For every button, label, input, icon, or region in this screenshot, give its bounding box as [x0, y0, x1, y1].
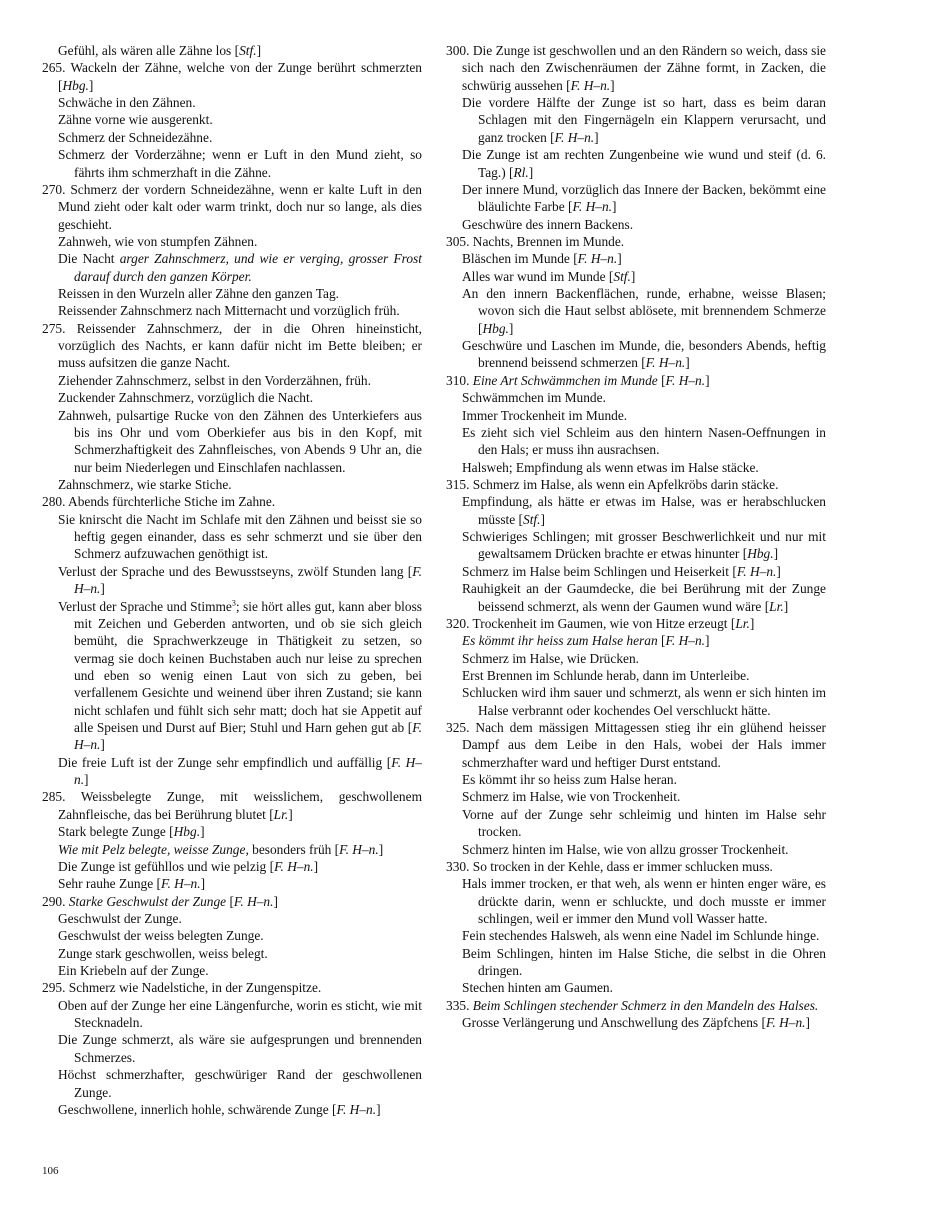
- symptom-entry: Zunge stark geschwollen, weiss belegt.: [58, 945, 268, 961]
- symptom-entry: Immer Trockenheit im Munde.: [462, 407, 628, 423]
- symptom-entry: Stechen hinten am Gaumen.: [462, 980, 613, 996]
- symptom-entry: Geschwulst der Zunge.: [58, 910, 182, 926]
- numbered-symptom-entry: 270. Schmerz der vordern Schneidezähne, wenn er kalte Luft in den Mund zieht oder kalt oder warm trinkt, doch nur so lange, als dies geschieht.: [42, 181, 422, 232]
- symptom-entry: Schmerz der Vorderzähne; wenn er Luft in den Mund zieht, so fährts ihm schmerzhaft in die Zähne.: [58, 147, 422, 180]
- numbered-symptom-entry: 280. Abends fürchterliche Stiche im Zahne.: [42, 494, 276, 510]
- symptom-entry: Geschwüre und Laschen im Munde, die, besonders Abends, heftig brennend beissend schmerzen [F. H–n.]: [462, 338, 826, 371]
- symptom-entry: Der innere Mund, vorzüglich das Innere der Backen, bekömmt eine bläulichte Farbe [F. H–n.]: [462, 181, 826, 215]
- symptom-entry: Reissender Zahnschmerz nach Mitternacht und vorzüglich früh.: [58, 303, 400, 319]
- symptom-entry: Zahnweh, pulsartige Rucke von den Zähnen des Unterkiefers aus bis ins Ohr und vom Oberkiefer aus bis in den Kopf, mit Schmerzhaftigkeit des Zahnfleisches, von Abends 9 Uhr an, die nur beim Niederlegen und Einschlafen nachlassen.: [58, 407, 422, 475]
- numbered-symptom-entry: 335. Beim Schlingen stechender Schmerz in den Mandeln des Halses.: [446, 997, 819, 1013]
- symptom-entry: Sehr rauhe Zunge [F. H–n.]: [58, 876, 206, 892]
- symptom-entry: Vorne auf der Zunge sehr schleimig und hinten im Halse sehr trocken.: [462, 806, 826, 840]
- symptom-entry: Gefühl, als wären alle Zähne los [Stf.]: [58, 43, 262, 58]
- symptom-entry: Schwäche in den Zähnen.: [58, 95, 196, 111]
- symptom-entry: Es zieht sich viel Schleim aus den hintern Nasen-Oeffnungen in den Hals; er muss ihn ausrachsen.: [462, 424, 826, 458]
- symptom-entry: Zuckender Zahnschmerz, vorzüglich die Nacht.: [58, 390, 314, 406]
- symptom-entry: Fein stechendes Halsweh, als wenn eine Nadel im Schlunde hinge.: [462, 928, 820, 944]
- symptom-entry: Ziehender Zahnschmerz, selbst in den Vorderzähnen, früh.: [58, 372, 371, 388]
- symptom-entry: Zahnweh, wie von stumpfen Zähnen.: [58, 233, 258, 249]
- symptom-entry: Schmerz im Halse beim Schlingen und Heiserkeit [F. H–n.]: [462, 563, 781, 579]
- symptom-entry: An den innern Backenflächen, runde, erhabne, weisse Blasen; wovon sich die Haut selbst ablösete, mit brennendem Schmerze [Hbg.]: [462, 286, 826, 336]
- symptom-entry: Schmerz im Halse, wie von Trockenheit.: [462, 789, 681, 805]
- numbered-symptom-entry: 305. Nachts, Brennen im Munde.: [446, 233, 625, 249]
- symptom-entry: Höchst schmerzhafter, geschwüriger Rand der geschwollenen Zunge.: [58, 1067, 422, 1100]
- symptom-entry: Es kömmt ihr heiss zum Halse heran [F. H–n.]: [462, 633, 710, 649]
- numbered-symptom-entry: 290. Starke Geschwulst der Zunge [F. H–n.]: [42, 893, 278, 909]
- symptom-entry: Es kömmt ihr so heiss zum Halse heran.: [462, 772, 677, 788]
- symptom-entry: Schwieriges Schlingen; mit grosser Beschwerlichkeit und nur mit gewaltsamem Drücken brachte er etwas hinunter [Hbg.]: [462, 529, 826, 562]
- numbered-symptom-entry: 285. Weissbelegte Zunge, mit weisslichem, geschwollenem Zahnfleische, das bei Berührung blutet [Lr.]: [42, 789, 422, 822]
- symptom-entry: Die Nacht arger Zahnschmerz, und wie er verging, grosser Frost darauf durch den ganzen Körper.: [58, 251, 422, 284]
- numbered-symptom-entry: 320. Trockenheit im Gaumen, wie von Hitze erzeugt [Lr.]: [446, 615, 755, 631]
- symptom-entry: Zahnschmerz, wie starke Stiche.: [58, 476, 232, 492]
- symptom-entry: Die vordere Hälfte der Zunge ist so hart, dass es beim daran Schlagen mit den Fingernägeln ein Klappern verursacht, und ganz trocken [F. H–n.]: [462, 95, 826, 145]
- symptom-entry: Zähne vorne wie ausgerenkt.: [58, 112, 213, 128]
- symptom-entry: Geschwüre des innern Backens.: [462, 216, 634, 232]
- numbered-symptom-entry: 330. So trocken in der Kehle, dass er immer schlucken muss.: [446, 858, 773, 874]
- symptom-entry: Oben auf der Zunge her eine Längenfurche, worin es sticht, wie mit Stecknadeln.: [58, 997, 422, 1031]
- symptom-entry: Reissen in den Wurzeln aller Zähne den ganzen Tag.: [58, 286, 339, 302]
- symptom-entry: Die Zunge ist am rechten Zungenbeine wie wund und steif (d. 6. Tag.) [Rl.]: [462, 147, 826, 180]
- symptom-entry: Schwämmchen im Munde.: [462, 390, 606, 406]
- symptom-entry: Die freie Luft ist der Zunge sehr empfindlich und auffällig [F. H–n.]: [58, 754, 423, 788]
- symptom-entry: Hals immer trocken, er that weh, als wenn er hinten enger wäre, es drückte darin, wenn er schluckte, und doch musste er immer schlingen, weil er immer den Mund voll Wasser hatte.: [462, 876, 826, 926]
- numbered-symptom-entry: 275. Reissender Zahnschmerz, der in die Ohren hineinsticht, vorzüglich des Nachts, er kann dafür nicht im Bette bleiben; er muss aufsitzen die ganze Nacht.: [42, 320, 422, 371]
- numbered-symptom-entry: 265. Wackeln der Zähne, welche von der Zunge berührt schmerzten [Hbg.]: [42, 60, 422, 93]
- symptom-entry: Beim Schlingen, hinten im Halse Stiche, die selbst in die Ohren dringen.: [462, 945, 826, 979]
- numbered-symptom-entry: 310. Eine Art Schwämmchen im Munde [F. H–n.]: [446, 372, 710, 388]
- symptom-entry: Verlust der Sprache und Stimme$^3$; sie hört alles gut, kann aber bloss mit Zeichen und Geberden antworten, und ob sie sich gleich bemüht, die Sprachwerkzeuge in Thätigkeit zu setzen, so vermag sie doch keinen Buchstaben auch nur leise zu sprechen und eben so wenig einen Laut von sich zu geben, bei verfallenem Gesichte und weinend über ihren Zustand; sie kann nicht schlafen und fühlt sich sehr matt; doch hat sie Appetit auf alle Speisen und Durst auf Bier; Stuhl und Harn gehen gut ab [F. H–n.]: [58, 598, 422, 753]
- left-column: [42, 42, 422, 1118]
- numbered-symptom-entry: 295. Schmerz wie Nadelstiche, in der Zungenspitze.: [42, 980, 322, 996]
- numbered-symptom-entry: 315. Schmerz im Halse, als wenn ein Apfelkröbs darin stäcke.: [446, 476, 779, 492]
- numbered-symptom-entry: 300. Die Zunge ist geschwollen und an den Rändern so weich, dass sie sich nach den Zwischenräumen der Zähne formt, in Zacken, die schwürig aussehen [F. H–n.]: [446, 43, 826, 93]
- symptom-entry: Verlust der Sprache und des Bewusstseyns, zwölf Stunden lang [F. H–n.]: [58, 563, 422, 597]
- symptom-entry: Schlucken wird ihm sauer und schmerzt, als wenn er sich hinten im Halse verbrannt oder kochendes Oel verschluckt hätte.: [462, 685, 826, 718]
- symptom-entry: Geschwulst der weiss belegten Zunge.: [58, 928, 264, 944]
- numbered-symptom-entry: 325. Nach dem mässigen Mittagessen stieg ihr ein glühend heisser Dampf aus dem Leibe in den Hals, wobei der Hals immer schmerzhafter ward und heftiger Durst entstand.: [446, 720, 826, 770]
- symptom-entry: Grosse Verlängerung und Anschwellung des Zäpfchens [F. H–n.]: [462, 1015, 810, 1031]
- symptom-entry: Bläschen im Munde [F. H–n.]: [462, 251, 622, 267]
- symptom-entry: Die Zunge schmerzt, als wäre sie aufgesprungen und brennenden Schmerzes.: [58, 1032, 422, 1065]
- symptom-entry: Halsweh; Empfindung als wenn etwas im Halse stäcke.: [462, 459, 759, 475]
- symptom-entry: Stark belegte Zunge [Hbg.]: [58, 824, 205, 840]
- right-column: [446, 42, 826, 1031]
- symptom-entry: Schmerz der Schneidezähne.: [58, 129, 213, 145]
- symptom-entry: Alles war wund im Munde [Stf.]: [462, 268, 636, 284]
- symptom-entry: Geschwollene, innerlich hohle, schwärende Zunge [F. H–n.]: [58, 1101, 381, 1117]
- symptom-entry: Sie knirscht die Nacht im Schlafe mit den Zähnen und beisst sie so heftig gegen einander, dass es sehr schmerzt und sie über den Schmerz aufzuwachen genöthigt ist.: [58, 511, 422, 562]
- symptom-entry: Erst Brennen im Schlunde herab, dann im Unterleibe.: [462, 667, 750, 683]
- symptom-entry: Wie mit Pelz belegte, weisse Zunge, besonders früh [F. H–n.]: [58, 841, 384, 857]
- page-number: 106: [42, 1165, 59, 1177]
- symptom-entry: Ein Kriebeln auf der Zunge.: [58, 963, 209, 979]
- symptom-entry: Schmerz im Halse, wie Drücken.: [462, 650, 639, 666]
- symptom-entry: Rauhigkeit an der Gaumdecke, die bei Berührung mit der Zunge beissend schmerzt, als wenn der Gaumen wund wäre [Lr.]: [462, 581, 826, 614]
- symptom-entry: Schmerz hinten im Halse, wie von allzu grosser Trockenheit.: [462, 841, 789, 857]
- symptom-entry: Die Zunge ist gefühllos und wie pelzig [F. H–n.]: [58, 858, 319, 874]
- symptom-entry: Empfindung, als hätte er etwas im Halse, was er herabschlucken müsste [Stf.]: [462, 494, 826, 527]
